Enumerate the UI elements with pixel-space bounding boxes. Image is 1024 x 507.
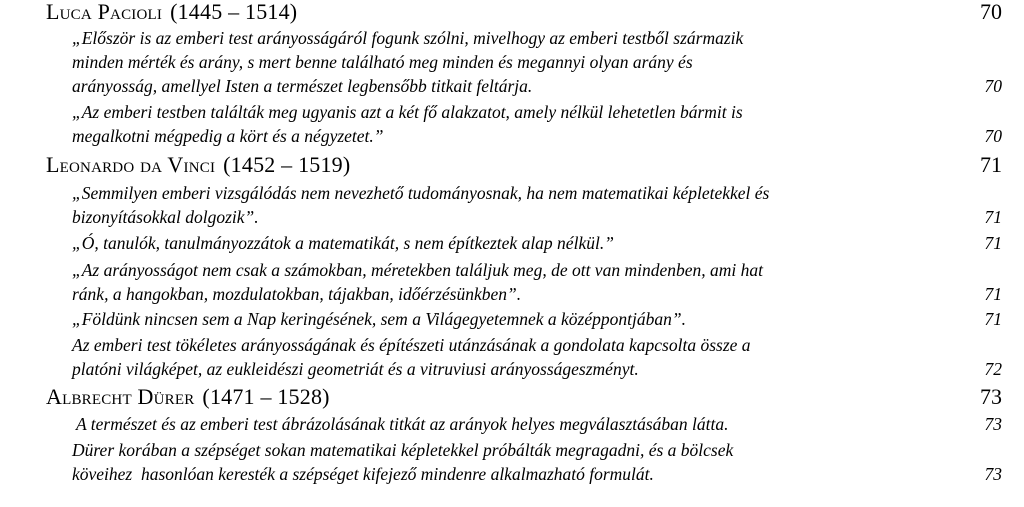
entry-name: Luca Pacioli (46, 0, 163, 24)
quote-block (72, 258, 952, 306)
quote-line: „Ó, tanulók, tanulmányozzátok a matematikát, s nem építkeztek alap nélkül.” (72, 233, 614, 253)
quote-line: A természet és az emberi test ábrázolásának titkát az arányok helyes megválasztásában látta. (72, 414, 729, 434)
quote-block (72, 26, 952, 98)
entry-years: (1445 – 1514) (170, 0, 298, 24)
quote-page-number: 70 (984, 76, 1002, 96)
quote-block (72, 181, 952, 229)
entry-name: Leonardo da Vinci (46, 152, 216, 177)
quote-page-number: 71 (984, 309, 1002, 329)
quote-block (72, 412, 952, 436)
quote-line: minden mérték és arány, s mert benne található meg minden és megannyi olyan arány és (72, 52, 693, 72)
quote-line: köveihez hasonlóan keresték a szépséget kifejező mindenre alkalmazható formulát. (72, 464, 654, 484)
quote-line: megalkotni mégpedig a kört és a négyzetet.” (72, 126, 384, 146)
entry-heading (46, 385, 330, 409)
quote-page-number: 70 (984, 126, 1002, 146)
toc-entry-albrecht-durer (0, 385, 1024, 409)
entry-name: Albrecht Dürer (46, 384, 195, 409)
entry-page-number: 73 (980, 384, 1002, 409)
quote-page-number: 71 (984, 207, 1002, 227)
quote-page-number: 71 (984, 284, 1002, 304)
entry-years: (1452 – 1519) (223, 152, 351, 177)
quote-line: „Először is az emberi test arányosságáról fogunk szólni, mivelhogy az emberi testből származik (72, 28, 744, 48)
quote-line: „Semmilyen emberi vizsgálódás nem nevezhető tudományosnak, ha nem matematikai képletekkel és (72, 183, 770, 203)
entry-heading (46, 0, 297, 24)
quote-line: „Földünk nincsen sem a Nap keringésének, sem a Világegyetemnek a középpontjában”. (72, 309, 686, 329)
quote-line: platóni világképet, az eukleidészi geometriát és a vitruviusi arányosságeszményt. (72, 359, 639, 379)
quote-line: ránk, a hangokban, mozdulatokban, tájakban, időérzésünkben”. (72, 284, 522, 304)
quote-line: bizonyításokkal dolgozik”. (72, 207, 259, 227)
quote-line: arányosság, amellyel Isten a természet legbensőbb titkait feltárja. (72, 76, 533, 96)
quote-line: „Az emberi testben találták meg ugyanis azt a két fő alakzatot, amely nélkül lehetetlen bármit is (72, 102, 743, 122)
toc-entry-leonardo-da-vinci (0, 153, 1024, 177)
entry-heading (46, 153, 350, 177)
toc-entry-luca-pacioli (0, 0, 1024, 24)
quote-block (72, 100, 952, 148)
quote-page-number: 72 (984, 359, 1002, 379)
quote-page-number: 71 (984, 233, 1002, 253)
quote-block (72, 333, 952, 381)
entry-years: (1471 – 1528) (202, 384, 330, 409)
quote-line: Az emberi test tökéletes arányosságának és építészeti utánzásának a gondolata kapcsolta össze a (72, 335, 751, 355)
quote-line: „Az arányosságot nem csak a számokban, méretekben találjuk meg, de ott van mindenben, ami hat (72, 260, 763, 280)
quote-block (72, 307, 952, 331)
quote-block (72, 438, 952, 486)
quote-page-number: 73 (984, 414, 1002, 434)
quote-line: Dürer korában a szépséget sokan matematikai képletekkel próbálták megragadni, és a bölcsek (72, 440, 734, 460)
quote-block (72, 231, 952, 255)
entry-page-number: 70 (980, 0, 1002, 24)
quote-page-number: 73 (984, 464, 1002, 484)
entry-page-number: 71 (980, 152, 1002, 177)
